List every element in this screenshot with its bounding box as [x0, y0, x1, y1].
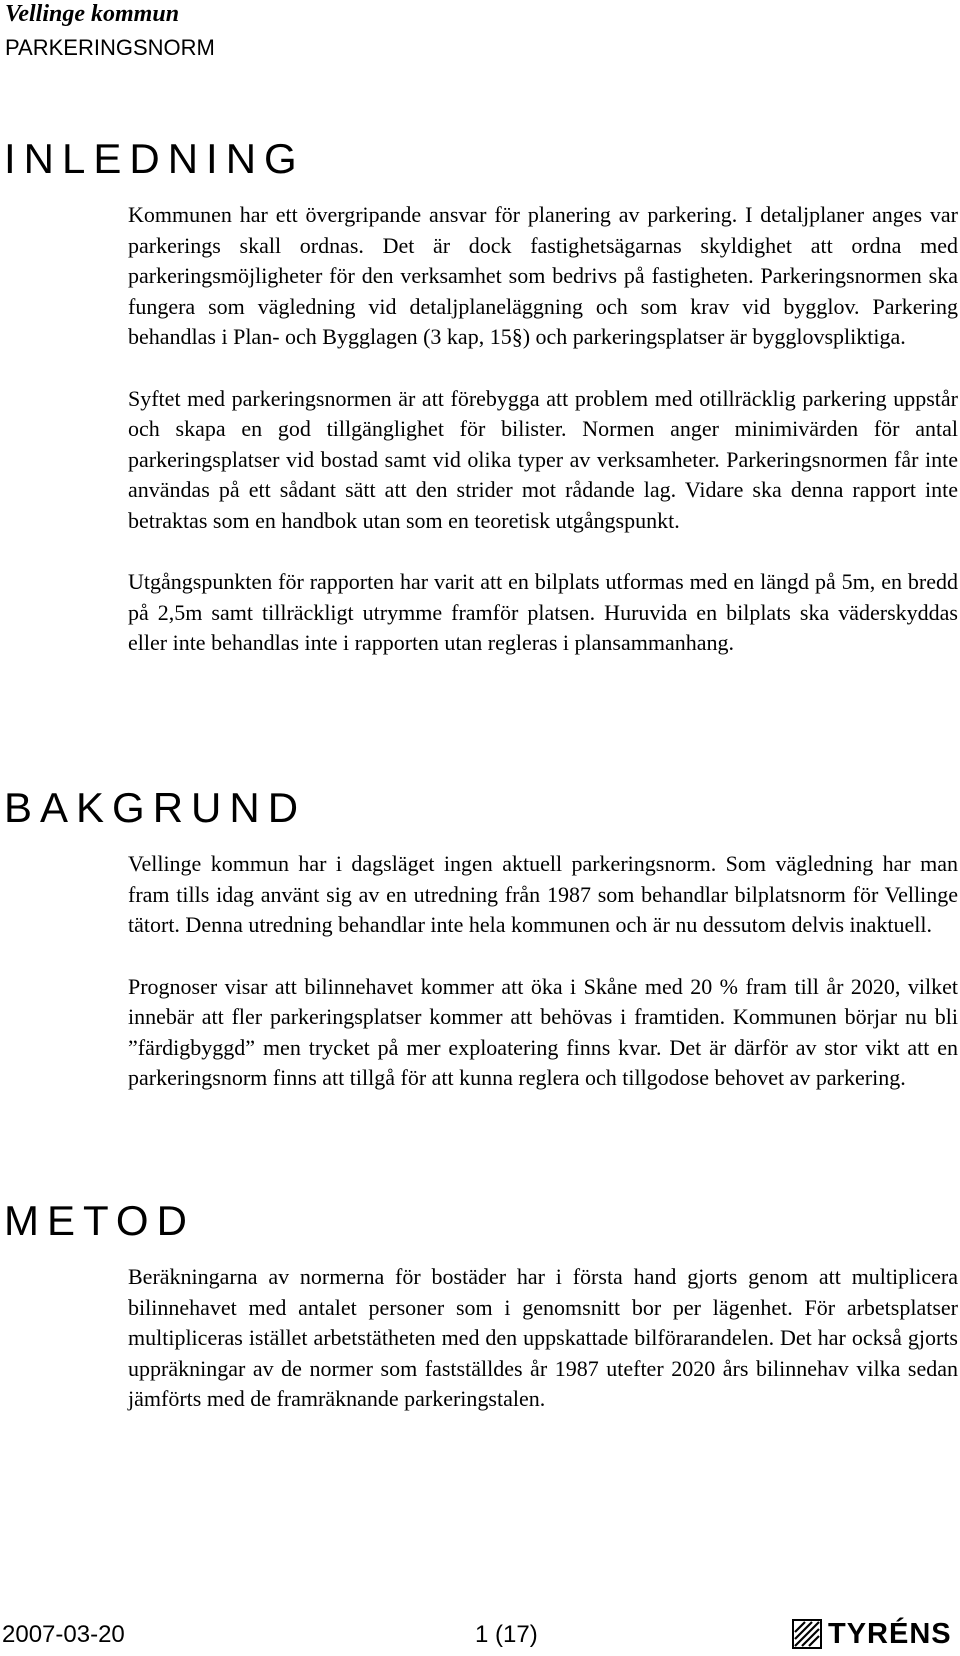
section-bakgrund: [128, 849, 958, 1094]
section-inledning: [128, 200, 958, 659]
paragraph: Utgångspunkten för rapporten har varit att en bilplats utformas med en längd på 5m, en bredd på 2,5m samt tillräckligt utrymme framför platsen. Huruvida en bilplats ska väderskyddas eller inte behandlas inte i rapporten utan regleras i plansammanhang.: [128, 569, 958, 655]
tyrens-logo: [792, 1616, 958, 1652]
paragraph: Prognoser visar att bilinnehavet kommer att öka i Skåne med 20 % fram till år 2020, vilket innebär att fler parkeringsplatser kommer att behövas i framtiden. Kommunen börjar nu bli ”färdigbyggd” men trycket på mer exploatering finns kvar. Det är därför av stor vikt att en parkeringsnorm finns att tillgå för att kunna reglera och tillgodose behovet av parkering.: [128, 973, 958, 1090]
organization-name: Vellinge kommun: [5, 1, 180, 27]
paragraph: Vellinge kommun har i dagsläget ingen aktuell parkeringsnorm. Som vägledning har man fram tills idag använt sig av en utredning från 1987 som behandlar bilplatsnorm för Vellinge tätort. Denna utredning behandlar inte hela kommunen och är nu dessutom delvis inaktuell.: [128, 851, 958, 937]
footer-date: 2007-03-20: [2, 1621, 125, 1648]
paragraph: Beräkningarna av normerna för bostäder har i första hand gjorts genom att multiplicera bilinnehavet med antalet personer som i genomsnitt bor per lägenhet. För arbetsplatser multipliceras istället arbetstätheten med den uppskattade bilförarandelen. Det har också gjorts uppräkningar av de normer som fastställdes år 1987 utefter 2020 års bilinnehav vilka sedan jämförts med de framräknande parkeringstalen.: [128, 1264, 958, 1411]
tyrens-logo-icon: [792, 1619, 822, 1649]
page-number: 1 (17): [475, 1621, 538, 1648]
section-metod: [128, 1262, 958, 1415]
paragraph: Kommunen har ett övergripande ansvar för planering av parkering. I detaljplaner anges var parkerings skall ordnas. Det är dock fastighetsägarnas skyldighet att ordna med parkeringsmöjligheter för den verksamhet som bedrivs på fastigheten. Parkeringsnormen ska fungera som vägledning vid detaljplaneläggning och som krav vid bygglov. Parkering behandlas i Plan- och Bygglagen (3 kap, 15§) och parkeringsplatser är bygglovspliktiga.: [128, 202, 958, 349]
paragraph: Syftet med parkeringsnormen är att förebygga att problem med otillräcklig parkering uppstår och skapa en god tillgänglighet för bilister. Normen anger minimivärden för antal parkeringsplatser vid bostad samt vid olika typer av verksamheter. Parkeringsnormen får inte användas på ett sådant sätt att den strider mot rådande lag. Vidare ska denna rapport inte betraktas som en handbok utan som en teoretisk utgångspunkt.: [128, 385, 958, 533]
heading-bakgrund: BAKGRUND: [4, 784, 307, 831]
heading-metod: METOD: [4, 1197, 195, 1244]
document-title: PARKERINGSNORM: [5, 35, 215, 60]
heading-inledning: INLEDNING: [4, 135, 305, 182]
logo-text: TYRÉNS: [828, 1618, 952, 1650]
